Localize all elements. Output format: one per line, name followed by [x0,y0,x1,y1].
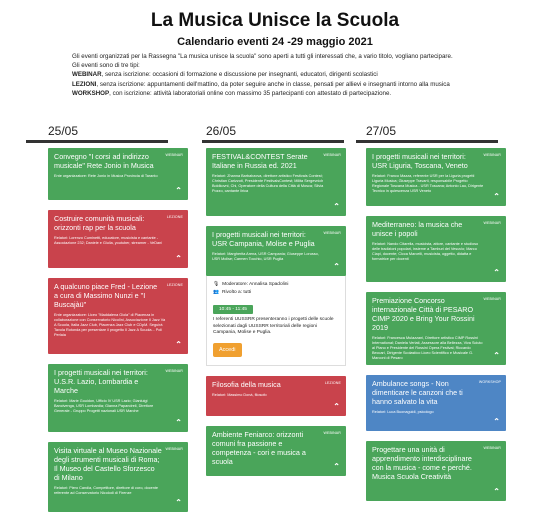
event-card[interactable] [366,441,506,501]
day-title-1: 25/05 [48,124,79,138]
audience-row [213,289,339,297]
intro-line-1: Gli eventi organizzati per la Rassegna "La musica unisce la scuola" sono aperti a tutti gli interessati che, a vario titolo, vogliano partecipare. [72,53,453,60]
event-speakers: Relatori: Zhanna Barbabzova, direttore artistico Festivals Contest; Christian Carizzoti, Presidente FestivalsContest; Milita Sergevnich Boldkovni, Chi, Operatore della Cultura della Città di Mosca; Silvia Pozzo, cantante lirica [212,174,324,193]
audience-text: Rivolto a: tutti [221,290,252,295]
event-speakers: Relatori: Luca Buonaguidi, psicologo [372,410,434,414]
microphone-icon: 🎙 [213,282,220,287]
event-title: Visita virtuale al Museo Nazionale degli strumenti musicali di Roma; Il Museo del Castello Sforzesco di Milano [54,446,162,482]
chevron-up-icon[interactable]: ⌃ [175,340,182,349]
chevron-up-icon[interactable]: ⌃ [493,268,500,277]
chevron-up-icon[interactable]: ⌃ [333,401,340,411]
event-type-badge: WEBINAR [323,153,341,157]
workshop-label: WORKSHOP [72,89,110,97]
event-type-badge: WEBINAR [165,369,183,373]
event-title: I progetti musicali nei territori: USR Liguria, Toscana, Veneto [372,152,468,170]
event-speakers: Ente organizzatore: Liceo "Maddalena Giola" di Piacenza in collaborazione con Conservatorio Nicolini, Associazione Il Jazz Va A Scuola, Italia Jazz Club, Piacenza Jazz Club e CDpM. Seguirà Tavola Rotonda per presentare il progetto Il Jazz A Scuola... Poli Perlaia [54,313,166,337]
day-divider-1 [26,140,168,143]
event-title: A qualcuno piace Fred - Lezione a cura di Massimo Nunzi e "I Buscajàü" [54,282,158,309]
chevron-up-icon[interactable]: ⌃ [175,498,182,507]
event-card[interactable] [206,426,346,476]
event-title: FESTIVAL&CONTEST Serate Italiane in Russia ed. 2021 [212,152,308,170]
day-column-26 [206,148,346,486]
moderator-text: Moderatore: Annalisa Spadolini [222,282,289,287]
event-speakers: Relatori: Francesca Mulazzani, Direttore artistico CIMP Rossini International; Daniela Verlati, Assessore alla Bellezza, Viva Sciuto al Piano e Presidente del Rossini Opera Festival; Riccardo Beccari, Dirigente Scolastico Liceo Scientifico e Musicale G. Marconi di Pesaro [372,336,483,360]
event-title: Ambiente Feniarco: orizzonti comuni fra passione e competenza - cori e musica a scuola [212,429,306,466]
event-type-badge: WEBINAR [323,231,341,235]
event-type-badge: WEBINAR [165,153,183,157]
event-card[interactable] [366,292,506,365]
event-title: Progettare una unità di apprendimento interdisciplinare con la musica - come e perché. Musica Scuola Creatività [372,445,472,481]
lezioni-label: LEZIONI [72,80,97,88]
event-card[interactable] [48,364,188,432]
event-type-badge: LEZIONE [166,283,183,287]
day-column-25 [48,148,188,522]
event-type-badge: LEZIONE [324,380,341,385]
day-title-3: 27/05 [366,124,397,138]
chevron-up-icon[interactable]: ⌃ [175,254,182,263]
event-type-badge: WEBINAR [483,297,501,301]
intro-workshop [72,89,502,98]
event-card[interactable] [48,278,188,354]
moderator-row [213,281,339,289]
event-title: Convegno "I corsi ad indirizzo musicale" Rete Jonio in Musica [54,152,154,170]
page-title: La Musica Unisce la Scuola [150,10,400,31]
day-title-2: 26/05 [206,124,237,138]
chevron-up-icon[interactable]: ⌃ [175,418,182,427]
event-speakers: Relatori: Lorenzo Cuminetti, educatore, musicista e cantante - Associazione 232; Daniele e Giulia, youtuber, streamer - VeDani [54,236,163,245]
workshop-text: , con iscrizione: attività laboratoriali online con massimo 35 partecipanti con attestato di partecipazione. [109,89,392,97]
webinar-text: , senza iscrizione: occasioni di formazione e discussione per insegnanti, educatori, dirigenti scolastici [101,71,378,79]
event-type-badge: WORKSHOP [478,380,501,384]
event-speakers: Relatori: Franco Mazza, referente USR per la Liguria progetti Liguria Musica; Giuseppe Travarti, responsabile Progetto Regionale Toscana Musica - USR Toscana; Antonio Lau, Dirigente Tecnico in quiescenza USR Veneto [372,174,484,193]
event-title: Mediterraneo: la musica che unisce i popoli [372,220,463,238]
event-speakers: Ente organizzatore: Rete Jonio in Musica Provincia di Taranto [54,174,158,178]
event-card[interactable] [366,148,506,206]
lezioni-text: , senza iscrizione: appuntamenti dell'mattino, da poter seguire anche in classe, pensati per allievi e insegnanti intorno alla musica [96,80,450,88]
day-divider-3 [356,140,498,143]
intro-line-2: Gli eventi sono di tre tipi: [72,62,140,70]
day-column-27 [366,148,506,511]
event-title: I progetti musicali nei territori: USR Campania, Molise e Puglia [212,230,315,248]
event-speakers: Relatori: Nando Citarella, musicista, attore, cantante e studioso delle tradizioni popolari, insieme a Tamburi del Vesuvio; Marco Ciapi, docente; Cicca Marcelli, musicista, oggetto, didatta e formatrice per docenti [372,242,479,261]
chevron-up-icon[interactable]: ⌃ [333,262,340,271]
event-type-badge: WEBINAR [483,221,501,225]
event-time: 10:45 - 11:45 [213,305,253,314]
event-card[interactable] [48,442,188,512]
event-card[interactable] [206,148,346,216]
event-card[interactable] [366,375,506,431]
chevron-up-icon[interactable]: ⌃ [493,192,500,201]
chevron-up-icon[interactable]: ⌃ [493,417,500,426]
page-subtitle: Calendario eventi 24 -29 maggio 2021 [177,36,373,48]
chevron-up-icon[interactable]: ⌃ [493,351,500,360]
webinar-label: WEBINAR [72,71,102,79]
event-card[interactable] [366,216,506,282]
event-card[interactable] [206,226,346,276]
event-type-badge: WEBINAR [483,446,501,450]
chevron-up-icon[interactable]: ⌃ [493,487,500,496]
chevron-up-icon[interactable]: ⌃ [333,461,340,471]
event-type-badge: LEZIONE [166,215,183,219]
event-card[interactable] [48,210,188,268]
event-title: Premiazione Concorso internazionale Città di PESARO CIMP 2020 e Bring Your Rossini 2019 [372,296,475,332]
event-speakers: Relatori: Piero Candia, Competitore, direttore di coro, docente referente ad Conservatorio Nicolodi di Firenze [54,486,159,495]
event-type-badge: WEBINAR [483,153,501,157]
intro-lezioni [72,80,502,89]
event-speakers: Relatori: Massimo Donà, filosofo [212,392,267,397]
event-details-panel [206,276,346,366]
day-divider-2 [202,140,344,143]
event-title: Ambulance songs - Non dimenticare le canzoni che ti hanno salvato la vita [372,379,463,406]
event-type-badge: WEBINAR [165,447,183,451]
event-card[interactable] [48,148,188,200]
intro-webinar [72,70,502,79]
event-card[interactable] [206,376,346,416]
intro-text [72,52,502,98]
event-type-badge: WEBINAR [323,430,341,435]
event-description: I referenti UUSSRR presenteranno i progetti delle scuole selezionati dagli UUSSRR territoriali delle regioni Campania, Molise e Puglia. [213,317,334,335]
event-speakers: Relatori: Margherita Arena, USR Campania; Giuseppe Lorusso, USR Molise; Carmen Tocchio, USR Puglia [212,252,319,261]
users-icon: 👥 [213,290,219,295]
chevron-up-icon[interactable]: ⌃ [175,186,182,195]
event-title: Costruire comunità musicali: orizzonti rap per la scuola [54,214,145,232]
event-speakers: Relatori: Marie Gouidon, Ufficio IV USR Lazio; Gianluigi Bancivenga, USR Lombardia; Gianna Papandreli, Direttore Generale - Gruppo Progetti nazionali USR Marche [54,399,154,413]
event-title: Filosofia della musica [212,379,281,389]
event-title: I progetti musicali nei territori: U.S.R. Lazio, Lombardia e Marche [54,368,148,395]
chevron-up-icon[interactable]: ⌃ [333,202,340,211]
accedi-button[interactable]: Accedi [213,343,242,357]
